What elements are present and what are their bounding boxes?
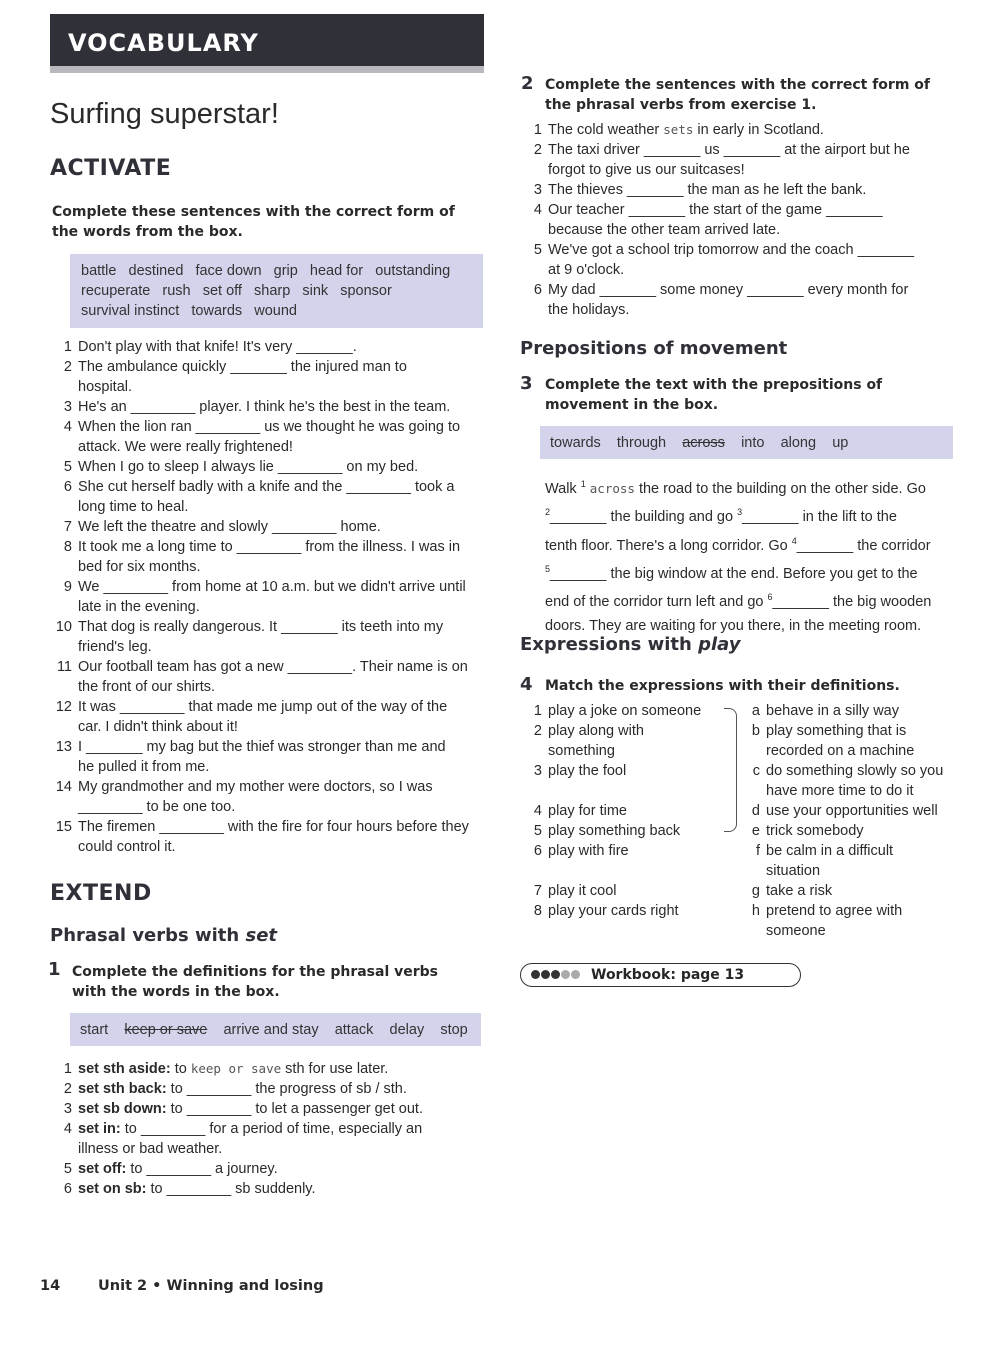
box-word: up [832,435,849,451]
list-item: 8 It took me a long time to ________ from the illness. I was in bed for six months. [63,539,461,575]
ex1-word-box [70,1013,481,1046]
definition-item-continued: have more time to do it [766,783,914,799]
definition-item: g take a risk [751,883,833,899]
list-item-continued: because the other team arrived late. [548,222,781,238]
definition-item: h pretend to agree with [751,903,903,919]
definition-item: b play something that is [751,723,907,739]
banner-strip [50,66,484,73]
list-item: 7 We left the theatre and slowly ________ home. [63,519,381,535]
exercise-number: 4 [520,674,533,695]
section-banner [50,14,484,72]
list-item: 13 I _______ my bag but the thief was stronger than me and he pulled it from me. [55,739,446,775]
list-item: 3 He's an ________ player. I think he's the best in the team. [63,399,451,415]
box-word: attack [334,1022,374,1038]
example-answer: keep or save [190,1061,282,1076]
ex2-instruction: Complete the sentences with the correct form of the phrasal verbs from exercise 1. [545,77,930,113]
list-item: 9 We ________ from home at 10 a.m. but we didn't arrive until late in the evening. [63,579,466,615]
ex1-instruction: Complete the definitions for the phrasal verbs with the words in the box. [72,964,439,1000]
list-item-continued: forgot to give us our suitcases! [548,162,745,178]
expression-item: 2 play along with [533,723,644,739]
example-match-line [724,708,737,832]
exercise-number: 3 [520,373,533,394]
ex3-heading: Prepositions of movement [520,338,788,359]
box-word-used: keep or save [124,1022,208,1038]
list-item: 4 set in: to ________ for a period of time, especially an [63,1121,423,1137]
list-item: 1 The cold weather sets in early in Scotland. [533,122,824,138]
definition-item: a behave in a silly way [751,703,899,719]
box-word: stop [440,1022,468,1038]
list-item: 4 When the lion ran ________ us we thought he was going to attack. We were really frightened! [63,419,461,455]
list-item: 4 Our teacher _______ the start of the game _______ [533,202,883,218]
expression-item: 1 play a joke on someone [533,703,702,719]
list-item: 11 Our football team has got a new ________. Their name is on the front of our shirts. [56,659,468,695]
list-item: 2 set sth back: to ________ the progress of sb / sth. [63,1081,407,1097]
ex3-text [545,473,965,638]
ex4-instruction: Match the expressions with their definitions. [545,678,900,694]
activate-heading: ACTIVATE [50,156,172,181]
definition-item: e trick somebody [751,823,864,839]
box-word: towards [550,435,601,451]
definition-item: c do something slowly so you [752,763,944,779]
list-item: 14 My grandmother and my mother were doctors, so I was ________ to be one too. [55,779,433,815]
text-line: tenth floor. There's a long corridor. Go $^4$_______ the corridor [545,535,931,554]
expression-item: 5 play something back [533,823,681,839]
definition-item: d use your opportunities well [751,803,938,819]
ex2-list [520,120,960,320]
list-item: 6 set on sb: to ________ sb suddenly. [63,1181,316,1197]
workbook-reference [520,963,801,987]
list-item: 1 set sth aside: to keep or save sth for use later. [63,1061,389,1077]
activate-list [50,337,490,857]
box-word-used: across [682,435,725,451]
example-answer: across [589,480,635,496]
list-item: 3 The thieves _______ the man as he left the bank. [533,182,867,198]
activate-instruction: Complete these sentences with the correct form of the words from the box. [52,204,455,240]
expression-item: 7 play it cool [533,883,617,899]
word-box-line: recuperate rush set off sharp sink sponsor [81,283,392,299]
text-line: end of the corridor turn left and go $^6$_______ the big wooden [545,592,932,611]
definition-item: f be calm in a difficult [755,843,894,859]
exercise-number: 1 [48,959,61,980]
list-item: 5 We've got a school trip tomorrow and the coach _______ [533,242,915,258]
workbook-label: Workbook: page 13 [591,967,745,983]
expression-item: 6 play with fire [533,843,629,859]
definition-item-continued: recorded on a machine [766,743,915,759]
ex3-instruction: Complete the text with the prepositions of movement in the box. [545,377,883,413]
exercise-number: 2 [521,73,534,94]
expression-item-continued: something [548,743,615,759]
list-item-continued: illness or bad weather. [78,1141,223,1157]
page-title: Surfing superstar! [50,98,279,130]
list-item-continued: the holidays. [548,302,630,318]
list-item: 6 My dad _______ some money _______ every month for [533,282,909,298]
text-line: Walk $^1$ across the road to the building on the other side. Go [545,479,926,497]
unit-title: Unit 2 • Winning and losing [98,1278,324,1294]
ex4-left-column [520,701,730,921]
list-item: 6 She cut herself badly with a knife and the ________ took a long time to heal. [63,479,455,515]
ex4-right-column [738,701,968,941]
definition-item-continued: someone [766,923,826,939]
section-label: VOCABULARY [68,29,259,57]
word-box-line: survival instinct towards wound [81,303,297,319]
list-item: 2 The taxi driver _______ us _______ at the airport but he [533,142,910,158]
list-item: 5 When I go to sleep I always lie ________ on my bed. [63,459,419,475]
list-item: 3 set sb down: to ________ to let a passenger get out. [63,1101,423,1117]
box-word: through [616,435,667,451]
progress-dots-icon [531,970,581,980]
list-item: 2 The ambulance quickly _______ the injured man to hospital. [63,359,407,395]
box-word: delay [389,1022,425,1038]
list-item-continued: at 9 o'clock. [548,262,625,278]
example-answer: sets [663,122,694,137]
text-line: $^2$_______ the building and go $^3$_______ in the lift to the [545,507,897,526]
expression-item: 3 play the fool [533,763,627,779]
extend-heading: EXTEND [50,881,152,906]
activate-word-box [70,254,483,328]
box-word: arrive and stay [223,1022,319,1038]
list-item: 15 The firemen ________ with the fire for four hours before they could control it. [55,819,469,855]
list-item: 5 set off: to ________ a journey. [63,1161,278,1177]
ex4-heading: Expressions with play [520,634,741,655]
ex1-list [50,1059,490,1199]
list-item: 1 Don't play with that knife! It's very _______. [63,339,357,355]
box-word: along [780,435,817,451]
page-number: 14 [40,1278,61,1294]
box-word: start [80,1022,109,1038]
word-box-line: battle destined face down grip head for outstanding [81,263,451,279]
box-word: into [741,435,765,451]
list-item: 12 It was ________ that made me jump out of the way of the car. I didn't think about it! [55,699,448,735]
text-line: $^5$_______ the big window at the end. Before you get to the [545,563,918,582]
expression-item: 4 play for time [533,803,627,819]
definition-item-continued: situation [766,863,821,879]
text-line: doors. They are waiting for you there, in the meeting room. [545,617,922,634]
ex3-word-box [540,426,953,459]
list-item: 10 That dog is really dangerous. It _______ its teeth into my friend's leg. [55,619,444,655]
expression-item: 8 play your cards right [533,903,679,919]
extend-subheading: Phrasal verbs with set [50,925,278,946]
